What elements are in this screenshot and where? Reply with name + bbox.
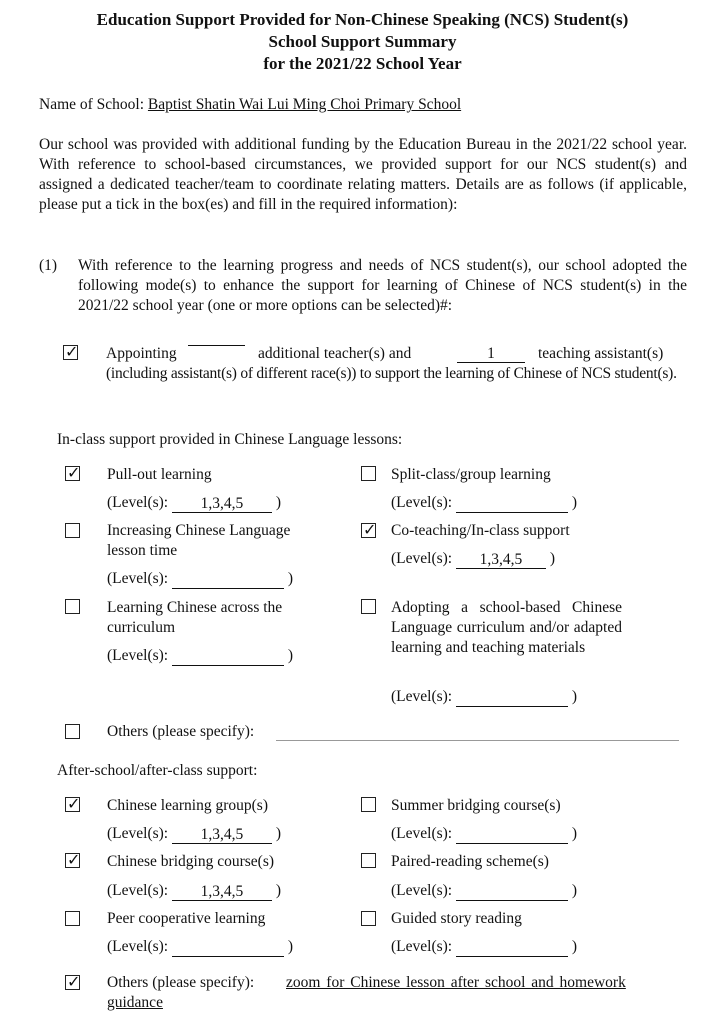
pull-out-checkbox[interactable] — [65, 463, 81, 482]
close-paren: ) — [571, 688, 578, 705]
paired-reading-checkbox[interactable] — [361, 853, 376, 868]
guided-story-label: Guided story reading — [391, 910, 522, 927]
co-teaching-level-field[interactable]: 1,3,4,5 — [456, 551, 546, 569]
school-name-label: Name of School: — [39, 96, 148, 113]
bridging-course-label: Chinese bridging course(s) — [107, 853, 275, 870]
afterschool-others-label: Others (please specify): — [107, 974, 255, 991]
lesson-time-level — [107, 569, 293, 589]
guided-story-level — [391, 937, 577, 957]
check-mark-icon: ✓ — [65, 342, 79, 361]
school-based-curriculum-checkbox[interactable] — [361, 599, 376, 614]
peer-cooperative-label: Peer cooperative learning — [107, 910, 266, 927]
afterschool-others-value-continued[interactable]: guidance — [107, 994, 163, 1011]
inclass-others-label: Others (please specify): — [107, 723, 255, 740]
lesson-time-label: Increasing Chinese Language lesson time — [107, 522, 291, 559]
bridging-course-checkbox[interactable] — [65, 850, 81, 869]
across-curriculum-level — [107, 646, 293, 666]
afterschool-heading: After-school/after-class support: — [57, 762, 258, 779]
across-curriculum-checkbox[interactable] — [65, 599, 80, 614]
close-paren: ) — [287, 647, 294, 664]
appointing-word: Appointing — [106, 345, 177, 362]
close-paren: ) — [571, 825, 578, 842]
learning-group-level — [107, 824, 281, 844]
teaching-assistants-text: teaching assistant(s) — [538, 345, 664, 362]
level-label: (Level(s): — [391, 938, 453, 955]
close-paren: ) — [287, 570, 294, 587]
form-title: Education Support Provided for Non-Chinese Speaking (NCS) Student(s) — [96, 10, 629, 29]
co-teaching-checkbox[interactable] — [361, 520, 377, 539]
peer-cooperative-level-field[interactable] — [172, 956, 284, 957]
split-class-level-field[interactable] — [456, 512, 568, 513]
summer-bridging-level — [391, 824, 577, 844]
check-mark-icon: ✓ — [363, 520, 377, 539]
inclass-others-checkbox[interactable] — [65, 724, 80, 739]
split-class-level — [391, 493, 577, 513]
learning-group-checkbox[interactable] — [65, 794, 81, 813]
split-class-checkbox[interactable] — [361, 466, 376, 481]
level-label: (Level(s): — [391, 882, 453, 899]
intro-paragraph: Our school was provided with additional funding by the Education Bureau in the 2021/22 school year. With reference to school-based circumstances, we provided support for our NCS student(s) and assigned a dedicated teacher/team to coordinate relating matters. Details are as follows (if applicable, please put a tick in the box(es) and fill in the required information): — [39, 136, 687, 213]
bridging-course-level — [107, 881, 281, 901]
pull-out-level — [107, 493, 281, 513]
bridging-course-level-field[interactable]: 1,3,4,5 — [172, 883, 272, 901]
close-paren: ) — [571, 938, 578, 955]
additional-teachers-text: additional teacher(s) and — [258, 345, 412, 362]
form-subtitle: School Support Summary — [268, 32, 457, 51]
school-based-curriculum-label: Adopting a school-based Chinese Language curriculum and/or adapted learning and teaching materials — [391, 599, 622, 656]
form-school-year: for the 2021/22 School Year — [263, 54, 462, 73]
section-1-text: With reference to the learning progress and needs of NCS student(s), our school adopted the following mode(s) to enhance the support for learning of Chinese of NCS student(s) in the 2021/22 school year (one or more options can be selected)#: — [78, 257, 687, 314]
close-paren: ) — [275, 494, 282, 511]
level-label: (Level(s): — [391, 494, 453, 511]
close-paren: ) — [571, 494, 578, 511]
co-teaching-label: Co-teaching/In-class support — [391, 522, 570, 539]
summer-bridging-checkbox[interactable] — [361, 797, 376, 812]
afterschool-others-checkbox[interactable] — [65, 972, 81, 991]
teaching-assistants-field[interactable]: 1 — [457, 345, 525, 363]
close-paren: ) — [275, 825, 282, 842]
learning-group-label: Chinese learning group(s) — [107, 797, 268, 814]
guided-story-checkbox[interactable] — [361, 911, 376, 926]
paired-reading-level-field[interactable] — [456, 900, 568, 901]
check-mark-icon: ✓ — [67, 850, 81, 869]
inclass-others-field[interactable] — [276, 740, 679, 741]
level-label: (Level(s): — [391, 825, 453, 842]
close-paren: ) — [287, 938, 294, 955]
level-label: (Level(s): — [391, 550, 453, 567]
school-name-value: Baptist Shatin Wai Lui Ming Choi Primary School — [147, 96, 462, 113]
lesson-time-checkbox[interactable] — [65, 523, 80, 538]
check-mark-icon: ✓ — [67, 463, 81, 482]
check-mark-icon: ✓ — [67, 972, 81, 991]
paired-reading-level — [391, 881, 577, 901]
appointing-line — [106, 344, 687, 364]
level-label: (Level(s): — [107, 494, 169, 511]
summer-bridging-label: Summer bridging course(s) — [391, 797, 561, 814]
across-curriculum-label: Learning Chinese across the curriculum — [107, 599, 283, 636]
co-teaching-level — [391, 549, 555, 569]
close-paren: ) — [275, 882, 282, 899]
level-label: (Level(s): — [107, 825, 169, 842]
peer-cooperative-checkbox[interactable] — [65, 911, 80, 926]
close-paren: ) — [549, 550, 556, 567]
pull-out-label: Pull-out learning — [107, 466, 212, 483]
level-label: (Level(s): — [107, 882, 169, 899]
school-name-row — [39, 95, 461, 115]
peer-cooperative-level — [107, 937, 293, 957]
section-number: (1) — [39, 257, 58, 274]
level-label: (Level(s): — [107, 938, 169, 955]
across-curriculum-level-field[interactable] — [172, 665, 284, 666]
afterschool-others-value[interactable]: zoom for Chinese lesson after school and homework — [286, 974, 626, 991]
school-based-curriculum-level-field[interactable] — [456, 706, 568, 707]
close-paren: ) — [571, 882, 578, 899]
inclass-heading: In-class support provided in Chinese Language lessons: — [57, 431, 403, 448]
paired-reading-label: Paired-reading scheme(s) — [391, 853, 549, 870]
split-class-label: Split-class/group learning — [391, 466, 551, 483]
appointing-description: (including assistant(s) of different race(s)) to support the learning of Chinese of NCS student(s). — [106, 365, 677, 382]
level-label: (Level(s): — [391, 688, 453, 705]
guided-story-level-field[interactable] — [456, 956, 568, 957]
additional-teachers-field[interactable] — [188, 345, 245, 346]
school-based-curriculum-level — [391, 687, 577, 707]
level-label: (Level(s): — [107, 570, 169, 587]
level-label: (Level(s): — [107, 647, 169, 664]
summer-bridging-level-field[interactable] — [456, 843, 568, 844]
learning-group-level-field[interactable]: 1,3,4,5 — [172, 826, 272, 844]
check-mark-icon: ✓ — [67, 794, 81, 813]
pull-out-level-field[interactable]: 1,3,4,5 — [172, 495, 272, 513]
lesson-time-level-field[interactable] — [172, 588, 284, 589]
appointing-checkbox[interactable] — [63, 342, 79, 361]
